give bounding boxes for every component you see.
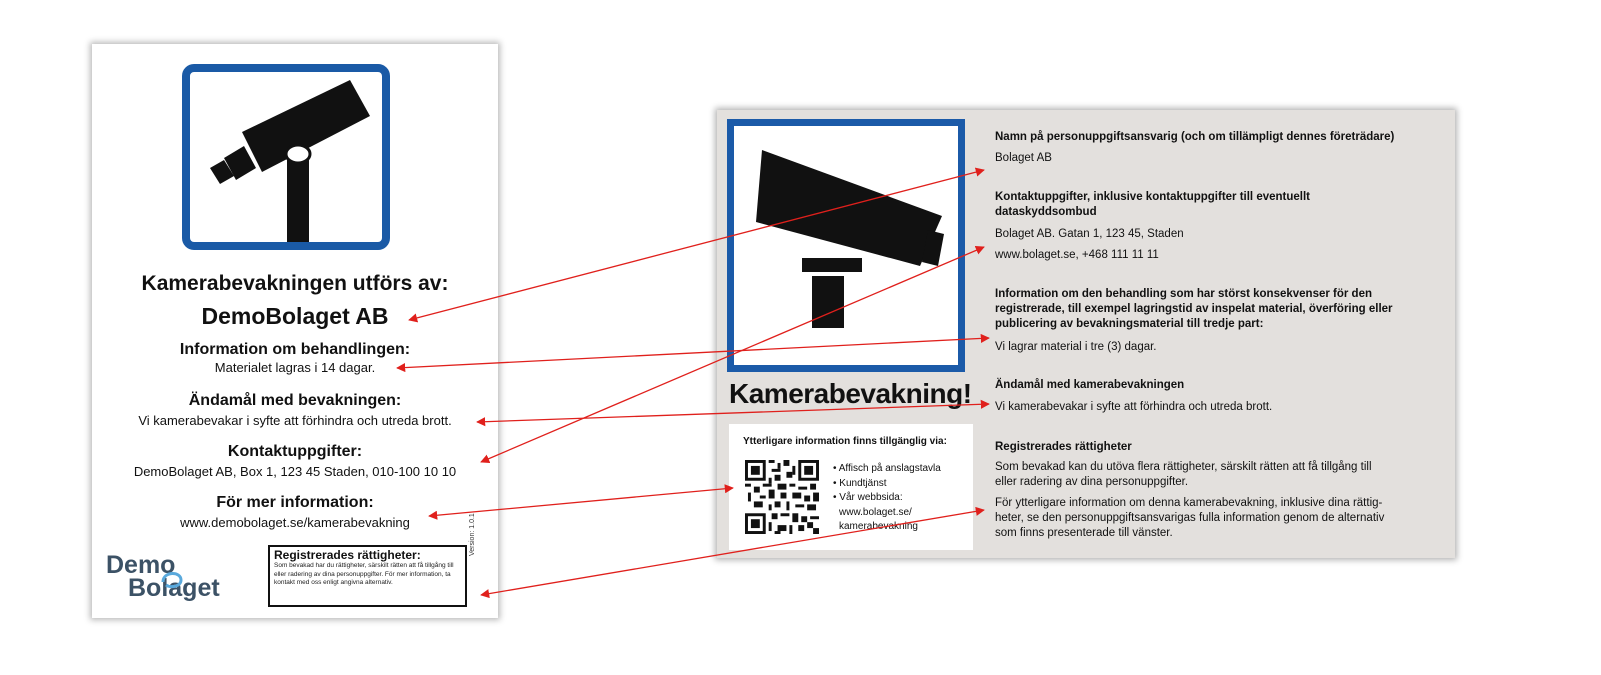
controller-value: Bolaget AB: [995, 152, 1052, 164]
left-contact-text: DemoBolaget AB, Box 1, 123 45 Staden, 010-100 10 10: [133, 464, 457, 479]
rights-text-line-1: Som bevakad kan du utöva flera rättigheter, särskilt rätten att få tillgång till: [995, 461, 1372, 473]
left-more-info-heading: För mer information:: [216, 494, 374, 511]
processing-value: Vi lagrar material i tre (3) dagar.: [995, 341, 1157, 353]
qr-code-icon: [745, 460, 819, 534]
left-info-text: Materialet lagras i 14 dagar.: [214, 360, 376, 375]
processing-heading-line-3: publicering av bevakningsmaterial till tredje part:: [995, 318, 1264, 330]
left-sign: [92, 44, 498, 618]
left-rights-box: [268, 545, 467, 607]
version-label: Version: 1.0.1: [469, 513, 476, 556]
left-info-heading: Information om behandlingen:: [179, 341, 411, 358]
left-camera-pictogram-frame: [182, 64, 390, 250]
additional-info-heading: Ytterligare information finns tillgänglig via:: [743, 436, 947, 447]
left-heading: Kamerabevakningen utförs av:: [141, 272, 449, 295]
logo-text-bottom: Bolaget: [128, 574, 220, 602]
list-item: • Kundtjänst: [833, 477, 887, 489]
web-url-line: www.bolaget.se/: [839, 506, 912, 518]
list-item: • Affisch på anslagstavla: [833, 463, 941, 474]
rights-text-line-2: eller radering av dina personuppgifter.: [995, 476, 1189, 488]
purpose-heading: Ändamål med kamerabevakningen: [995, 379, 1185, 391]
right-camera-pictogram-frame: [727, 119, 965, 372]
left-rights-text: Som bevakad har du rättigheter, särskilt rätten att få tillgång till eller radering av dina personuppgifter. För mer information, ta kontakt med oss enligt angivna alternativ.: [274, 562, 454, 587]
additional-info-box: [729, 424, 973, 550]
purpose-value: Vi kamerabevakar i syfte att förhindra och utreda brott.: [995, 401, 1273, 413]
cctv-camera-icon: [734, 126, 958, 365]
list-item: • Vår webbsida:: [833, 492, 903, 503]
left-purpose-text: Vi kamerabevakar i syfte att förhindra och utreda brott.: [138, 413, 452, 428]
contact-heading-line-1: Kontaktuppgifter, inklusive kontaktuppgifter till eventuellt: [995, 191, 1311, 203]
left-rights-heading: Registrerades rättigheter:: [274, 548, 421, 562]
contact-heading-line-2: dataskyddsombud: [995, 206, 1097, 218]
logo-swoosh-icon: [160, 567, 184, 589]
more-info-line-2: heter, se den personuppgiftsansvarigas fulla information genom de alternativ: [995, 512, 1385, 524]
processing-heading-line-1: Information om den behandling som har störst konsekvenser för den: [995, 288, 1373, 300]
contact-value-web-phone: www.bolaget.se, +468 111 11 11: [995, 249, 1159, 261]
web-url-line: kamerabevakning: [839, 521, 918, 532]
additional-info-list: [833, 462, 941, 535]
logo-text-top: Demo: [106, 551, 176, 579]
left-more-info-link: www.demobolaget.se/kamerabevakning: [180, 515, 410, 530]
contact-value-address: Bolaget AB. Gatan 1, 123 45, Staden: [995, 228, 1184, 240]
controller-heading: Namn på personuppgiftsansvarig (och om tillämpligt dennes företrädare): [995, 131, 1395, 143]
more-info-line-3: som finns presenterade till vänster.: [995, 527, 1173, 539]
more-info-line-1: För ytterligare information om denna kamerabevakning, inklusive dina rättig-: [995, 497, 1383, 509]
left-company-name: DemoBolaget AB: [201, 303, 389, 329]
left-purpose-heading: Ändamål med bevakningen:: [188, 392, 402, 409]
rights-heading: Registrerades rättigheter: [995, 441, 1132, 453]
cctv-camera-icon: [190, 72, 382, 242]
left-contact-heading: Kontaktuppgifter:: [227, 443, 363, 460]
processing-heading-line-2: registrerade, till exempel lagringstid av inspelat material, överföring eller: [995, 303, 1393, 315]
demobolaget-logo: [106, 547, 246, 603]
right-sign-title: Kamerabevakning!: [729, 378, 972, 409]
right-sign: [717, 110, 1455, 558]
